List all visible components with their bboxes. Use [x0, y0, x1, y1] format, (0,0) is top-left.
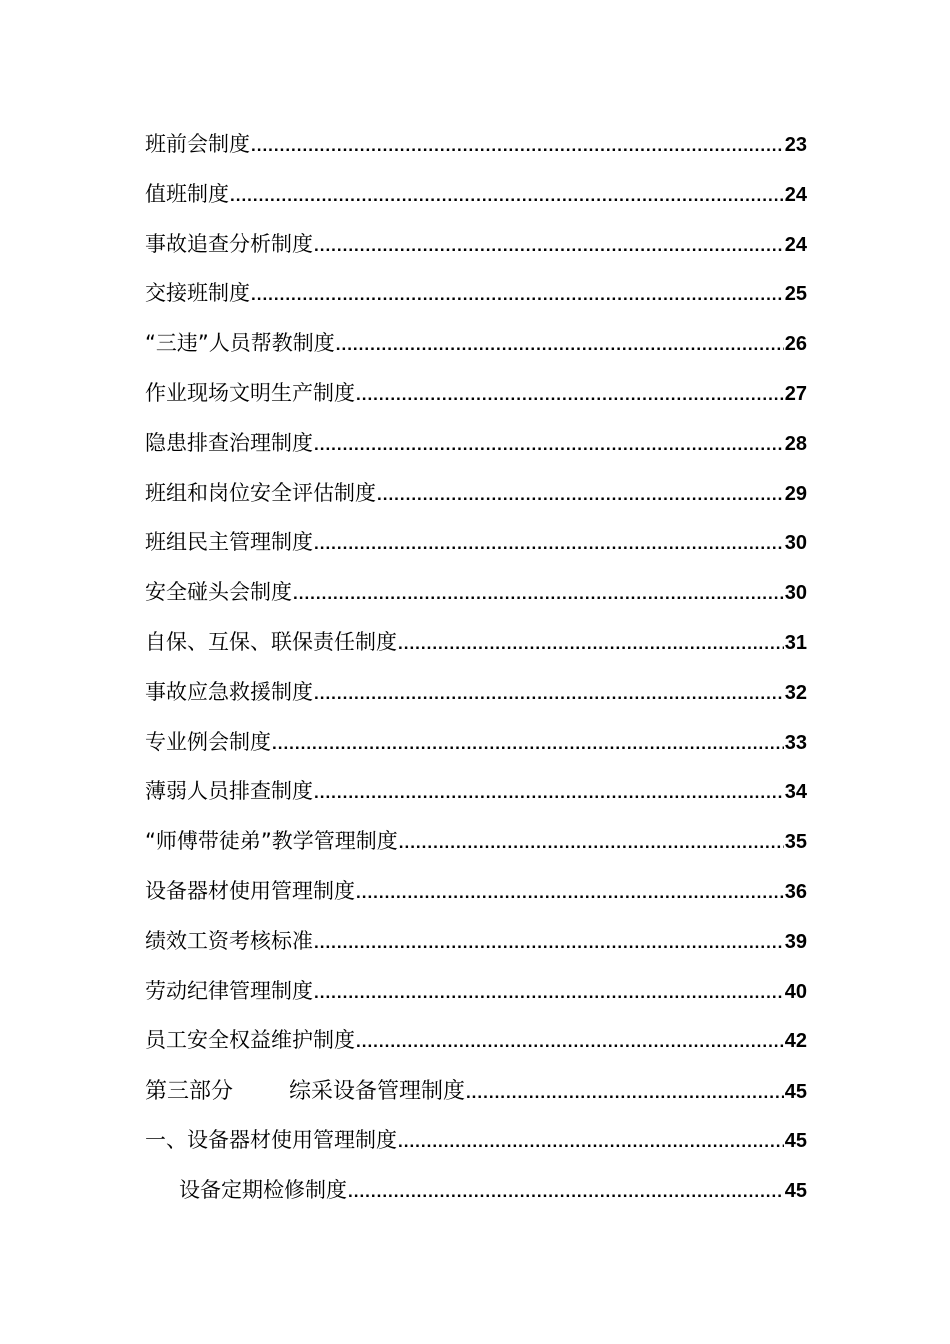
toc-entry-title: 薄弱人员排查制度	[145, 779, 313, 804]
toc-entry[interactable]	[145, 327, 807, 377]
dot-leader	[314, 534, 784, 554]
toc-entry-title: 绩效工资考核标准	[145, 928, 313, 953]
table-of-contents	[145, 128, 807, 1224]
toc-entry-page: 33	[784, 731, 807, 754]
toc-entry[interactable]	[145, 676, 807, 726]
dot-leader	[314, 684, 784, 704]
toc-entry-page: 45	[784, 1081, 807, 1104]
dot-leader	[314, 933, 784, 953]
toc-entry[interactable]	[145, 925, 807, 975]
toc-entry-page: 35	[784, 831, 807, 854]
toc-entry-page: 36	[784, 880, 807, 903]
toc-entry-page: 26	[784, 333, 807, 356]
dot-leader	[272, 734, 784, 754]
toc-entry-title: 一、设备器材使用管理制度	[145, 1127, 397, 1152]
toc-entry-page: 27	[784, 382, 807, 405]
toc-entry[interactable]	[145, 526, 807, 576]
toc-entry[interactable]	[145, 1174, 807, 1224]
toc-entry[interactable]	[145, 726, 807, 776]
toc-entry-page: 32	[784, 681, 807, 704]
toc-entry-title: 设备器材使用管理制度	[145, 878, 355, 903]
dot-leader	[377, 485, 784, 505]
toc-entry-title: 员工安全权益维护制度	[145, 1028, 355, 1053]
toc-entry-page: 45	[784, 1179, 807, 1202]
toc-entry-page: 31	[784, 631, 807, 654]
toc-entry[interactable]	[145, 626, 807, 676]
toc-entry-title: 交接班制度	[145, 281, 250, 306]
toc-section-heading[interactable]	[145, 1124, 807, 1174]
toc-entry-title: “师傅带徒弟”教学管理制度	[145, 829, 398, 854]
dot-leader	[356, 385, 784, 405]
toc-entry-page: 39	[784, 930, 807, 953]
dot-leader	[398, 634, 784, 654]
toc-entry-title: 安全碰头会制度	[145, 580, 292, 605]
toc-entry-title: 班组民主管理制度	[145, 530, 313, 555]
toc-entry-title: 专业例会制度	[145, 729, 271, 754]
toc-entry-title: “三违”人员帮教制度	[145, 331, 335, 356]
dot-leader	[398, 1132, 784, 1152]
toc-entry[interactable]	[145, 975, 807, 1025]
dot-leader	[466, 1083, 784, 1103]
toc-entry-title: 劳动纪律管理制度	[145, 978, 313, 1003]
toc-entry[interactable]	[145, 875, 807, 925]
toc-entry-page: 30	[784, 532, 807, 555]
toc-entry-title: 自保、互保、联保责任制度	[145, 629, 397, 654]
toc-entry-title: 事故应急救援制度	[145, 679, 313, 704]
toc-entry-title: 值班制度	[145, 181, 229, 206]
toc-entry-page: 23	[784, 134, 807, 156]
dot-leader	[251, 285, 784, 305]
toc-entry-page: 29	[784, 482, 807, 505]
toc-entry[interactable]	[145, 427, 807, 477]
dot-leader	[399, 833, 784, 853]
toc-entry-title: 第三部分 综采设备管理制度	[145, 1079, 465, 1105]
toc-entry-page: 45	[784, 1129, 807, 1152]
toc-entry-page: 28	[784, 432, 807, 455]
toc-entry-title: 隐患排查治理制度	[145, 430, 313, 455]
toc-entry[interactable]	[145, 178, 807, 228]
dot-leader	[314, 435, 784, 455]
toc-part-heading[interactable]	[145, 1074, 807, 1124]
dot-leader	[230, 186, 784, 206]
toc-entry-title: 班组和岗位安全评估制度	[145, 480, 376, 505]
dot-leader	[336, 335, 784, 355]
toc-entry[interactable]	[145, 825, 807, 875]
toc-entry-page: 24	[784, 183, 807, 206]
toc-entry[interactable]	[145, 1024, 807, 1074]
dot-leader	[251, 136, 784, 156]
dot-leader	[314, 983, 784, 1003]
toc-entry-page: 40	[784, 980, 807, 1003]
toc-entry-title: 事故追查分析制度	[145, 231, 313, 256]
toc-entry-page: 42	[784, 1030, 807, 1053]
toc-entry[interactable]	[145, 477, 807, 527]
toc-entry-page: 24	[784, 233, 807, 256]
toc-entry[interactable]	[145, 128, 807, 178]
toc-entry[interactable]	[145, 775, 807, 825]
dot-leader	[293, 584, 784, 604]
toc-entry[interactable]	[145, 377, 807, 427]
toc-entry-page: 30	[784, 582, 807, 605]
dot-leader	[314, 783, 784, 803]
toc-entry-title: 设备定期检修制度	[179, 1177, 347, 1202]
toc-entry-title: 作业现场文明生产制度	[145, 380, 355, 405]
dot-leader	[356, 1032, 784, 1052]
toc-entry-page: 34	[784, 781, 807, 804]
toc-entry-page: 25	[784, 283, 807, 306]
toc-entry-title: 班前会制度	[145, 132, 250, 156]
toc-entry[interactable]	[145, 228, 807, 278]
dot-leader	[348, 1182, 784, 1202]
toc-entry[interactable]	[145, 576, 807, 626]
dot-leader	[314, 236, 784, 256]
toc-entry[interactable]	[145, 277, 807, 327]
dot-leader	[356, 883, 784, 903]
